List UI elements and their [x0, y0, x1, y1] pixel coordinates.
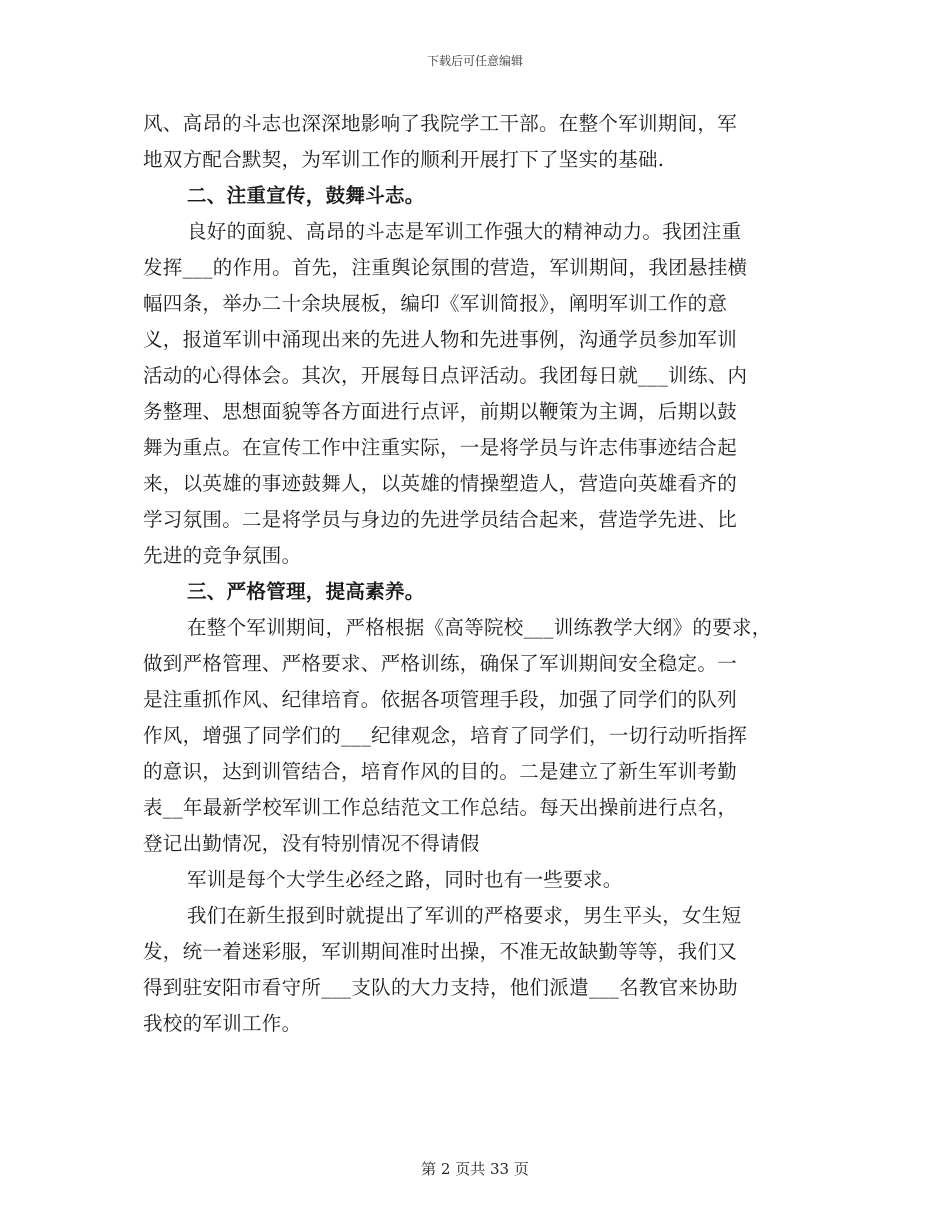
text-line: 幅四条，举办二十余块展板，编印《军训简报》，阐明军训工作的意 [143, 292, 728, 315]
text-line: 我们在新生报到时就提出了军训的严格要求，男生平头，女生短 [187, 904, 742, 927]
text-line: 在整个军训期间，严格根据《高等院校___训练教学大纲》的要求， [187, 616, 772, 639]
section-heading: 二、注重宣传，鼓舞斗志。 [187, 184, 425, 207]
text-line: 得到驻安阳市看守所___支队的大力支持，他们派遣___名教官来协助 [143, 976, 738, 999]
text-line: 发，统一着迷彩服，军训期间准时出操，不准无故缺勤等等，我们又 [143, 940, 738, 963]
text-line: 舞为重点。在宣传工作中注重实际，一是将学员与许志伟事迹结合起 [143, 436, 738, 459]
text-line: 表__年最新学校军训工作总结范文工作总结。每天出操前进行点名， [143, 796, 738, 819]
text-line: 先进的竞争氛围。 [143, 544, 302, 567]
text-line: 学习氛围。二是将学员与身边的先进学员结合起来，营造学先进、比 [143, 508, 738, 531]
text-line: 我校的军训工作。 [143, 1012, 302, 1035]
text-line: 做到严格管理、严格要求、严格训练，确保了军训期间安全稳定。一 [143, 652, 738, 675]
text-line: 活动的心得体会。其次，开展每日点评活动。我团每日就___训练、内 [143, 364, 748, 387]
text-line: 来，以英雄的事迹鼓舞人，以英雄的情操塑造人，营造向英雄看齐的 [143, 472, 738, 495]
section-heading: 三、严格管理，提高素养。 [187, 580, 425, 603]
page-header: 下载后可任意编辑 [426, 54, 523, 68]
text-line: 义，报道军训中涌现出来的先进人物和先进事例，沟通学员参加军训 [143, 328, 738, 351]
text-line: 务整理、思想面貌等各方面进行点评，前期以鞭策为主调，后期以鼓 [143, 400, 738, 423]
text-line: 是注重抓作风、纪律培育。依据各项管理手段，加强了同学们的队列 [143, 688, 738, 711]
text-line: 良好的面貌、高昂的斗志是军训工作强大的精神动力。我团注重 [187, 220, 742, 243]
page-number: 第 2 页共 33 页 [421, 1160, 529, 1178]
text-line: 发挥___的作用。首先，注重舆论氛围的营造，军训期间，我团悬挂横 [143, 256, 748, 279]
document-body [143, 106, 843, 1042]
text-line: 作风，增强了同学们的___纪律观念，培育了同学们，一切行动听指挥 [143, 724, 748, 747]
text-line: 登记出勤情况，没有特别情况不得请假 [143, 832, 480, 855]
text-line: 军训是每个大学生必经之路，同时也有一些要求。 [187, 868, 623, 891]
text-line: 的意识，达到训管结合，培育作风的目的。二是建立了新生军训考勤 [143, 760, 738, 783]
text-line: 地双方配合默契，为军训工作的顺利开展打下了坚实的基础. [143, 148, 665, 171]
text-line: 风、高昂的斗志也深深地影响了我院学工干部。在整个军训期间，军 [143, 112, 738, 135]
